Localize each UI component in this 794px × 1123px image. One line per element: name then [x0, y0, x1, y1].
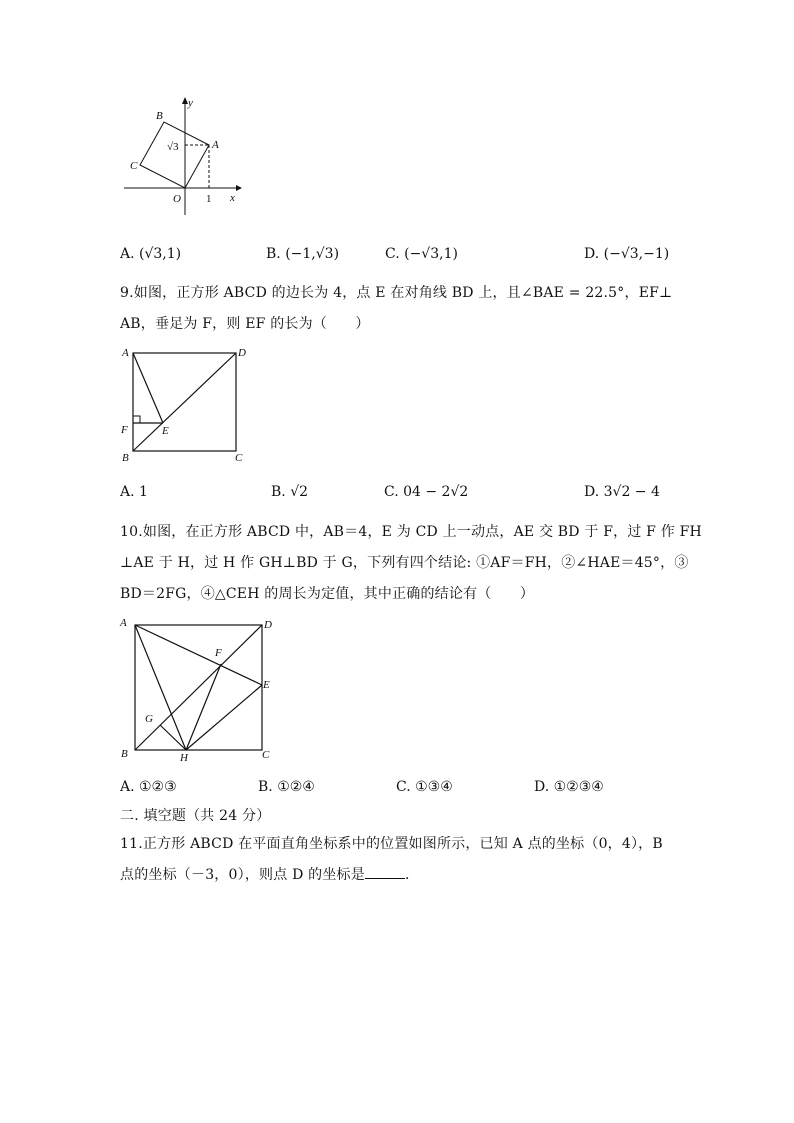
segment-gh [160, 725, 186, 750]
q9-option-d: D. 3√2 − 4 [584, 484, 660, 500]
label-b: B [122, 452, 129, 464]
q11-stem-line2-wrap [120, 864, 410, 884]
diagonal-bd [135, 625, 262, 750]
label-a: A [120, 617, 127, 629]
label-sqrt3: √3 [167, 141, 179, 153]
label-c: C [262, 749, 270, 761]
q10-stem-line1: 10.如图，在正方形 ABCD 中，AB＝4，E 为 CD 上一动点，AE 交 BD 于 F，过 F 作 FH [120, 524, 702, 540]
section-title: 二. 填空题（共 24 分） [120, 808, 271, 824]
diagonal-bd [133, 353, 236, 451]
label-d: D [264, 619, 272, 631]
q9-stem-line1: 9.如图，正方形 ABCD 的边长为 4，点 E 在对角线 BD 上，且∠BAE = 22.5°，EF⊥ [120, 285, 673, 301]
q8-option-a: A. (√3,1) [120, 246, 182, 262]
label-o: O [173, 193, 181, 205]
right-angle-mark [133, 416, 140, 423]
q9-stem-line2: AB，垂足为 F，则 EF 的长为（ ） [120, 316, 370, 332]
q11-stem-line2-end: . [404, 867, 410, 883]
q10-option-a: A. ①②③ [120, 779, 177, 795]
label-f: F [215, 647, 222, 659]
q9-figure [118, 345, 253, 465]
q8-option-d: D. (−√3,−1) [584, 246, 670, 262]
label-e: E [162, 425, 169, 437]
label-g: G [145, 713, 153, 725]
label-d: D [238, 347, 246, 359]
q10-figure [116, 612, 286, 762]
label-b: B [121, 748, 128, 760]
q8-figure [118, 95, 248, 215]
q11-stem-line2: 点的坐标（－3，0），则点 D 的坐标是 [120, 867, 365, 883]
label-h: H [180, 752, 188, 762]
label-one: 1 [206, 193, 212, 205]
segment-fh [186, 664, 221, 750]
answer-blank[interactable] [365, 866, 405, 879]
q9-option-c: C. 04 − 2√2 [384, 484, 469, 500]
q10-stem-line3: BD＝2FG，④△CEH 的周长为定值，其中正确的结论有（ ） [120, 586, 535, 602]
segment-ae [133, 353, 163, 423]
label-y: y [188, 97, 193, 109]
q11-stem-line1: 11.正方形 ABCD 在平面直角坐标系中的位置如图所示，已知 A 点的坐标（0，4），B [120, 836, 663, 852]
q10-option-b: B. ①②④ [258, 779, 315, 795]
q10-stem-line2: ⊥AE 于 H，过 H 作 GH⊥BD 于 G，下列有四个结论: ①AF＝FH，②∠HAE＝45°，③ [120, 555, 689, 571]
q9-option-a: A. 1 [120, 484, 148, 500]
q10-option-c: C. ①③④ [396, 779, 453, 795]
square-oabc [140, 122, 209, 188]
segment-ae [135, 625, 262, 685]
q9-option-b: B. √2 [271, 484, 309, 500]
label-c: C [235, 452, 243, 464]
label-b: B [156, 110, 163, 122]
q8-option-c: C. (−√3,1) [385, 246, 458, 262]
segment-he [186, 685, 262, 750]
x-axis-arrow [236, 185, 242, 191]
segment-ah [135, 625, 186, 750]
q8-option-b: B. (−1,√3) [266, 246, 340, 262]
label-f: F [121, 424, 128, 436]
label-a: A [122, 347, 129, 359]
label-a: A [212, 139, 219, 151]
q10-option-d: D. ①②③④ [534, 779, 604, 795]
label-x: x [230, 192, 235, 204]
label-c: C [130, 160, 138, 172]
label-e: E [263, 679, 270, 691]
